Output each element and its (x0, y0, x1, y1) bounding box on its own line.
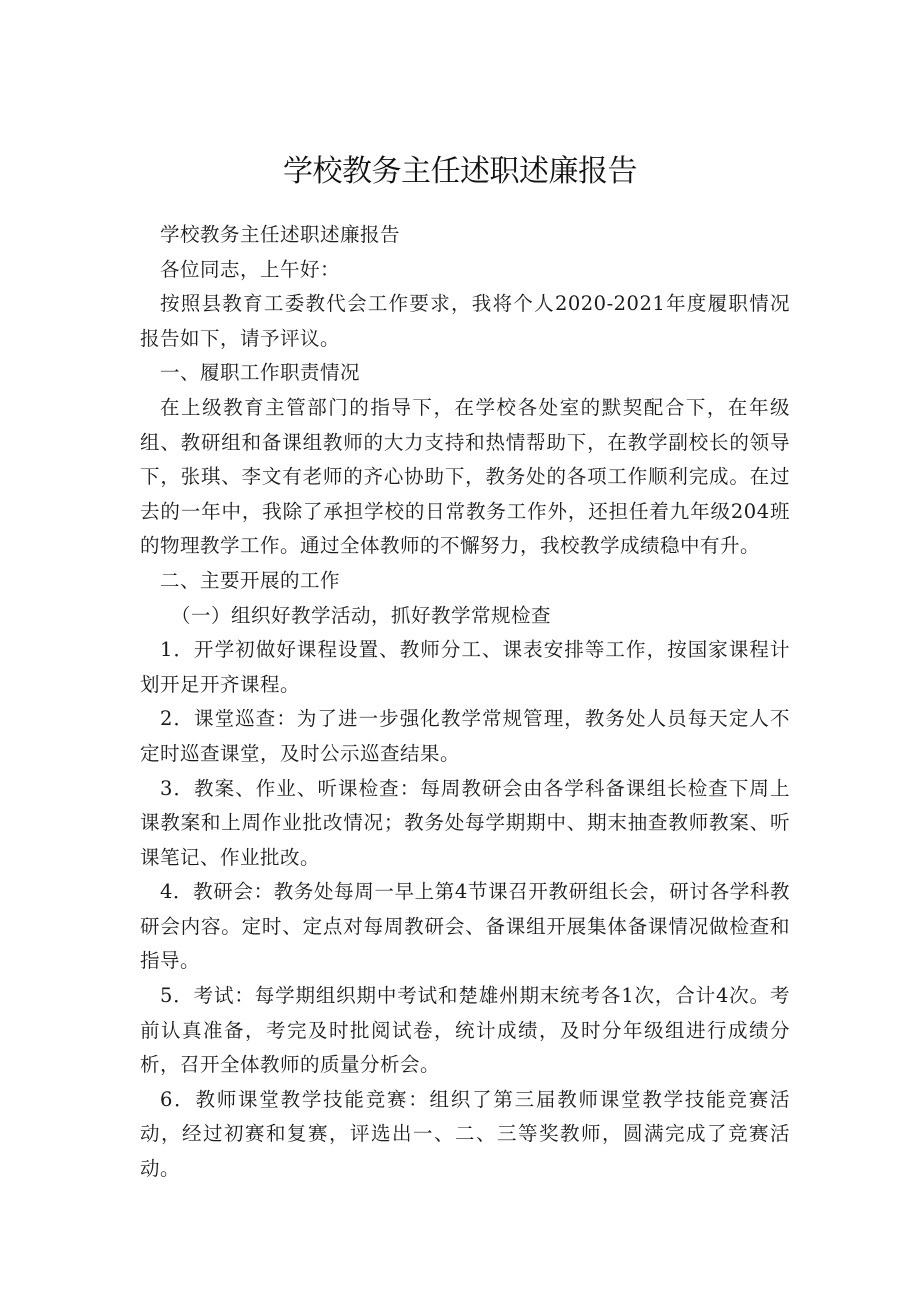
list-item-5: 5．考试：每学期组织期中考试和楚雄州期末统考各1次，合计4次。考前认真准备，考完及时批阅试卷，统计成绩，及时分年级组进行成绩分析，召开全体教师的质量分析会。 (140, 984, 790, 1077)
paragraph-section-1-body: 在上级教育主管部门的指导下，在学校各处室的默契配合下，在年级组、教研组和备课组教师的大力支持和热情帮助下，在教学副校长的领导下，张琪、李文有老师的齐心协助下，教务处的各项工作顺利完成。在过去的一年中，我除了承担学校的日常教务工作外，还担任着九年级204班的物理教学工作。通过全体教师的不懈努力，我校教学成绩稳中有升。 (140, 395, 790, 558)
heading-section-1: 一、履职工作职责情况 (160, 361, 361, 385)
document-title: 学校教务主任述职述廉报告 (283, 154, 637, 189)
paragraph-greeting: 各位同志，上午好： (160, 257, 341, 281)
heading-section-2: 二、主要开展的工作 (160, 568, 341, 592)
list-item-2: 2．课堂巡查：为了进一步强化教学常规管理，教务处人员每天定人不定时巡查课堂，及时公示巡查结果。 (140, 707, 790, 765)
list-item-1: 1．开学初做好课程设置、教师分工、课表安排等工作，按国家课程计划开足开齐课程。 (140, 638, 790, 696)
paragraph-repeat-title: 学校教务主任述职述廉报告 (160, 223, 401, 246)
paragraph-intro: 按照县教育工委教代会工作要求，我将个人2020-2021年度履职情况报告如下，请予评议。 (140, 292, 790, 350)
list-item-3: 3．教案、作业、听课检查：每周教研会由各学科备课组长检查下周上课教案和上周作业批改情况；教务处每学期期中、期末抽查教师教案、听课笔记、作业批改。 (140, 776, 790, 869)
heading-subsection-1: （一）组织好教学活动，抓好教学常规检查 (171, 603, 552, 627)
list-item-6: 6．教师课堂教学技能竞赛：组织了第三届教师课堂教学技能竞赛活动，经过初赛和复赛，评选出一、二、三等奖教师，圆满完成了竞赛活动。 (140, 1087, 790, 1181)
list-item-4: 4．教研会：教务处每周一早上第4节课召开教研组长会，研讨各学科教研会内容。定时、定点对每周教研会、备课组开展集体备课情况做检查和指导。 (140, 880, 790, 973)
document-body (140, 218, 790, 1187)
